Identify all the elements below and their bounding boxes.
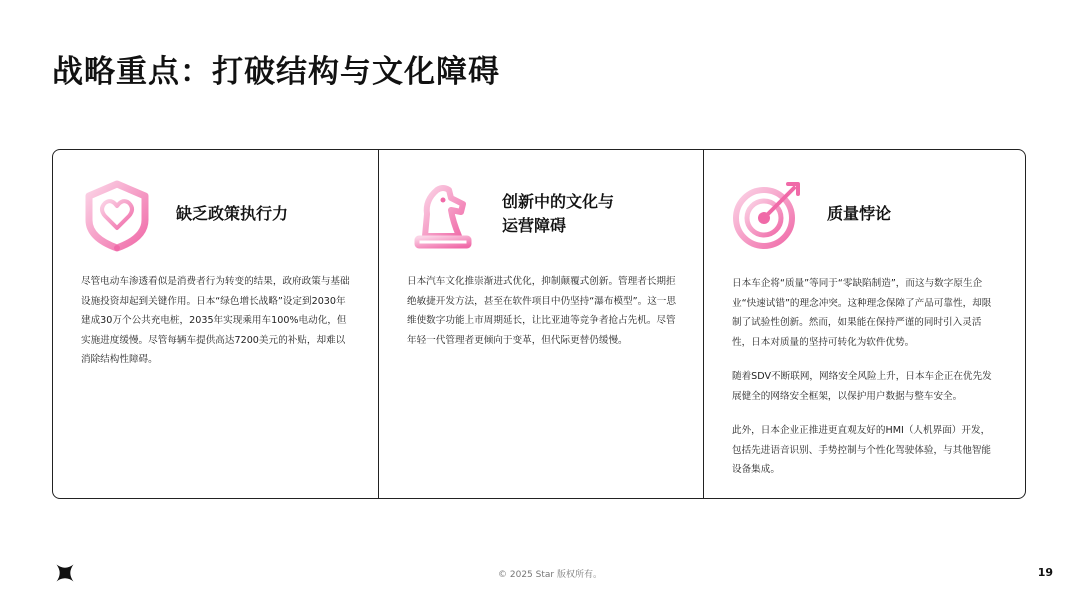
- card-paragraph: 日本车企将“质量”等同于“零缺陷制造”，而这与数字原生企业“快速试错”的理念冲突。这种理念保障了产品可靠性，却限制了试验性创新。然而，如果能在保持严谨的同时引入灵活性，日本对质量的坚持可转化为软件优势。: [732, 278, 992, 348]
- card-paragraph: 日本汽车文化推崇渐进式优化，抑制颠覆式创新。管理者长期拒绝敏捷开发方法，甚至在软件项目中仍坚持“瀑布模型”。这一思维使数字功能上市周期延长，让比亚迪等竞争者抢占先机。尽管年轻一代管理者更倾向于变革，但代际更替仍缓慢。: [407, 276, 676, 346]
- chess-knight-icon: [405, 178, 481, 254]
- target-arrow-icon: [730, 178, 806, 254]
- card-paragraph: 随着SDV不断联网，网络安全风险上升，日本车企正在优先发展健全的网络安全框架，以保护用户数据与整车安全。: [732, 371, 992, 402]
- card-title: 质量悖论: [827, 204, 892, 223]
- card-culture-barriers: [378, 150, 703, 498]
- slide-title: 战略重点：打破结构与文化障碍: [52, 54, 500, 90]
- card-body: [81, 272, 352, 385]
- card-body: [732, 274, 999, 495]
- card-paragraph: 尽管电动车渗透看似是消费者行为转变的结果，政府政策与基础设施投资却起到关键作用。日本“绿色增长战略”设定到2030年建成30万个公共充电桩，2035年实现乘用车100%电动化，但实施进度缓慢。尽管每辆车提供高达7200美元的补贴，却难以消除结构性障碍。: [81, 276, 350, 365]
- strategy-panel: [52, 149, 1026, 499]
- card-policy-execution: [53, 150, 378, 498]
- card-quality-paradox: [703, 150, 1025, 498]
- card-title: 缺乏政策执行力: [176, 204, 289, 223]
- shield-heart-icon: [79, 178, 155, 254]
- card-body: [407, 272, 677, 365]
- card-title: 创新中的文化与 运营障碍: [502, 192, 615, 235]
- card-paragraph: 此外，日本企业正推进更直观友好的HMI（人机界面）开发，包括先进语音识别、手势控制与个性化驾驶体验，与其他智能设备集成。: [732, 425, 992, 475]
- copyright-text: © 2025 Star 版权所有。: [498, 570, 602, 580]
- page-number: 19: [1037, 566, 1053, 579]
